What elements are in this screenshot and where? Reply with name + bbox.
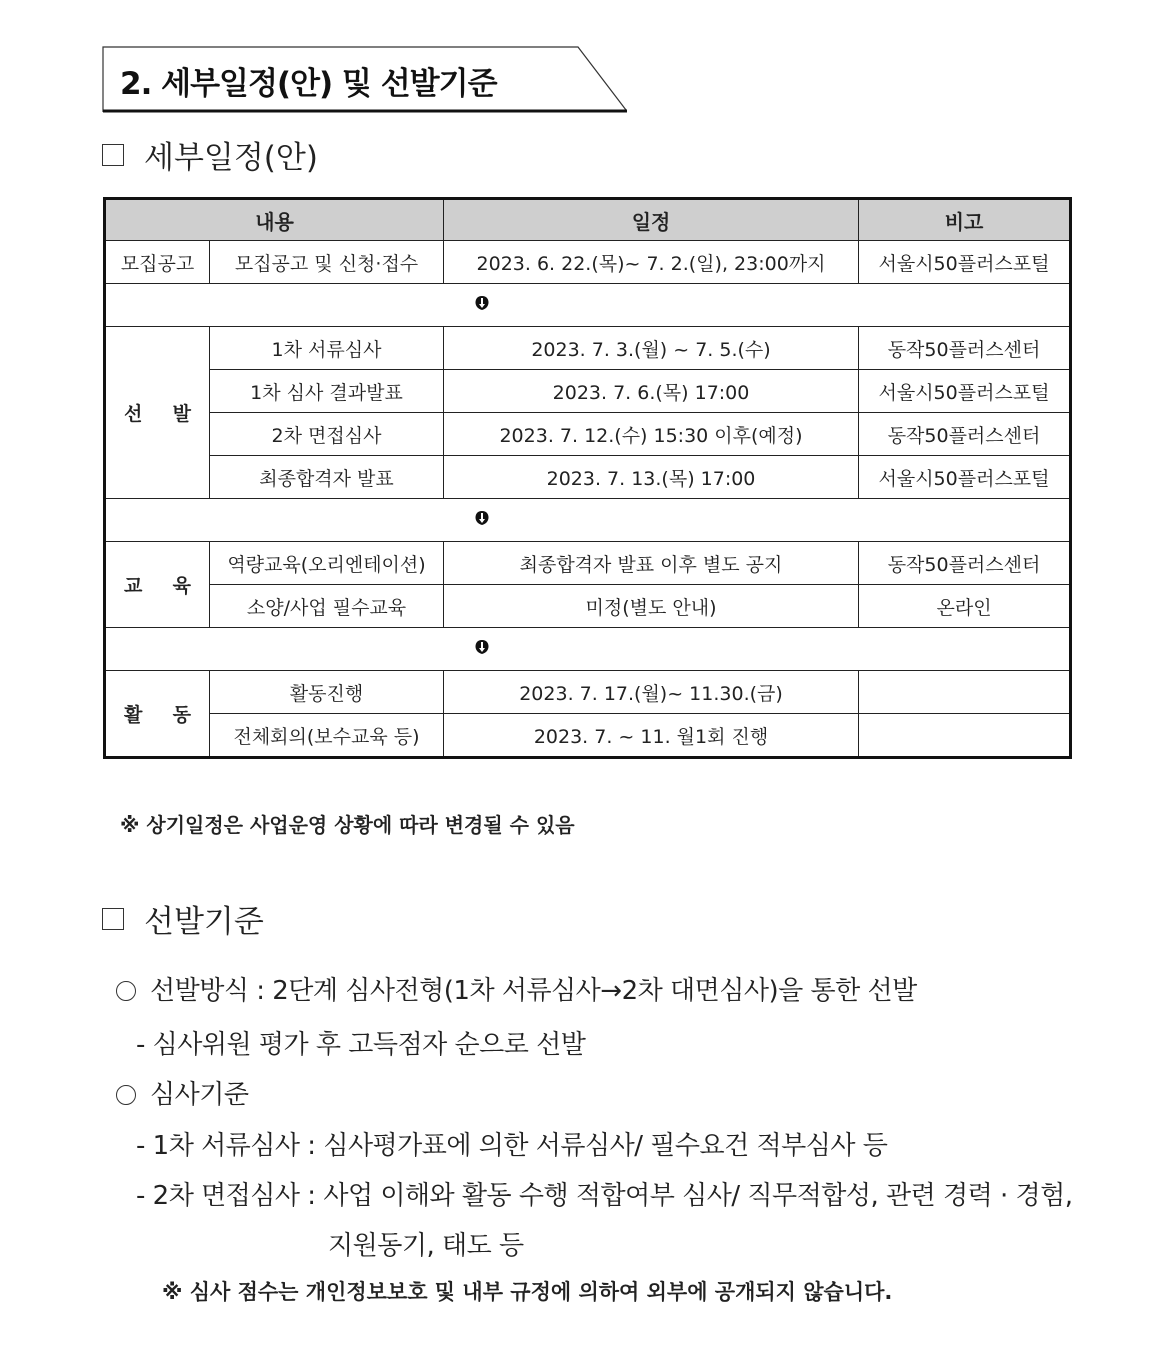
note-cell: 서울시50플러스포털	[859, 456, 1071, 499]
note-cell: 서울시50플러스포털	[859, 370, 1071, 413]
standard-second-round: - 2차 면접심사 : 사업 이해와 활동 수행 적합여부 심사/ 직무적합성, 관련 경력 · 경험,	[136, 1181, 1073, 1211]
note-cell: 동작50플러스센터	[859, 327, 1071, 370]
header-schedule: 일정	[444, 199, 859, 241]
circle-bullet-icon	[116, 981, 136, 1001]
arrow-row	[105, 284, 1071, 327]
note-cell: 온라인	[859, 585, 1071, 628]
table-row	[105, 456, 1071, 499]
evaluation-standard: 심사기준	[116, 1074, 248, 1111]
date-cell: 2023. 7. ~ 11. 월1회 진행	[444, 714, 859, 758]
square-bullet-icon	[102, 144, 124, 166]
note-cell: 동작50플러스센터	[859, 413, 1071, 456]
note-cell: 동작50플러스센터	[859, 542, 1071, 585]
table-row	[105, 671, 1071, 714]
arrow-row	[105, 499, 1071, 542]
note-cell	[859, 671, 1071, 714]
date-cell: 최종합격자 발표 이후 별도 공지	[444, 542, 859, 585]
date-cell: 2023. 7. 13.(목) 17:00	[444, 456, 859, 499]
table-row	[105, 714, 1071, 758]
date-cell: 2023. 6. 22.(목)~ 7. 2.(일), 23:00까지	[444, 241, 859, 284]
category-selection: 선 발	[105, 327, 210, 499]
down-arrow-circle-icon	[474, 510, 490, 526]
selection-method: 선발방식 : 2단계 심사전형(1차 서류심사→2차 대면심사)을 통한 선발	[116, 970, 917, 1007]
section-title: 2. 세부일정(안) 및 선발기준	[120, 66, 497, 102]
note-cell	[859, 714, 1071, 758]
schedule-heading-text: 세부일정(안)	[144, 140, 318, 176]
item-cell: 전체회의(보수교육 등)	[210, 714, 444, 758]
down-arrow-circle-icon	[474, 295, 490, 311]
date-cell: 2023. 7. 3.(월) ~ 7. 5.(수)	[444, 327, 859, 370]
item-cell: 소양/사업 필수교육	[210, 585, 444, 628]
criteria-heading	[102, 896, 264, 941]
table-header-row	[105, 199, 1071, 241]
date-cell: 2023. 7. 17.(월)~ 11.30.(금)	[444, 671, 859, 714]
date-cell: 미정(별도 안내)	[444, 585, 859, 628]
item-cell: 1차 심사 결과발표	[210, 370, 444, 413]
item-cell: 활동진행	[210, 671, 444, 714]
standard-first-round: - 1차 서류심사 : 심사평가표에 의한 서류심사/ 필수요건 적부심사 등	[136, 1131, 888, 1161]
criteria-heading-text: 선발기준	[144, 904, 264, 940]
table-row	[105, 585, 1071, 628]
table-row	[105, 327, 1071, 370]
table-row	[105, 370, 1071, 413]
item-cell: 1차 서류심사	[210, 327, 444, 370]
down-arrow-circle-icon	[474, 639, 490, 655]
category-activity: 활 동	[105, 671, 210, 758]
privacy-note: ※ 심사 점수는 개인정보보호 및 내부 규정에 의하여 외부에 공개되지 않습니다.	[162, 1280, 893, 1304]
date-cell: 2023. 7. 12.(수) 15:30 이후(예정)	[444, 413, 859, 456]
category-recruit: 모집공고	[105, 241, 210, 284]
table-row	[105, 413, 1071, 456]
category-education: 교 육	[105, 542, 210, 628]
date-cell: 2023. 7. 6.(목) 17:00	[444, 370, 859, 413]
item-cell: 최종합격자 발표	[210, 456, 444, 499]
header-content: 내용	[105, 199, 444, 241]
schedule-note: ※ 상기일정은 사업운영 상황에 따라 변경될 수 있음	[120, 813, 575, 837]
item-cell: 역량교육(오리엔테이션)	[210, 542, 444, 585]
square-bullet-icon	[102, 908, 124, 930]
schedule-table	[103, 197, 1072, 759]
schedule-heading	[102, 132, 318, 177]
note-cell: 서울시50플러스포털	[859, 241, 1071, 284]
table-row	[105, 241, 1071, 284]
section-title-box	[102, 46, 626, 112]
selection-method-detail: - 심사위원 평가 후 고득점자 순으로 선발	[136, 1030, 586, 1060]
table-row	[105, 542, 1071, 585]
item-cell: 2차 면접심사	[210, 413, 444, 456]
standard-second-round-cont: 지원동기, 태도 등	[328, 1231, 524, 1261]
circle-bullet-icon	[116, 1085, 136, 1105]
arrow-row	[105, 628, 1071, 671]
item-cell: 모집공고 및 신청·접수	[210, 241, 444, 284]
header-remarks: 비고	[859, 199, 1071, 241]
